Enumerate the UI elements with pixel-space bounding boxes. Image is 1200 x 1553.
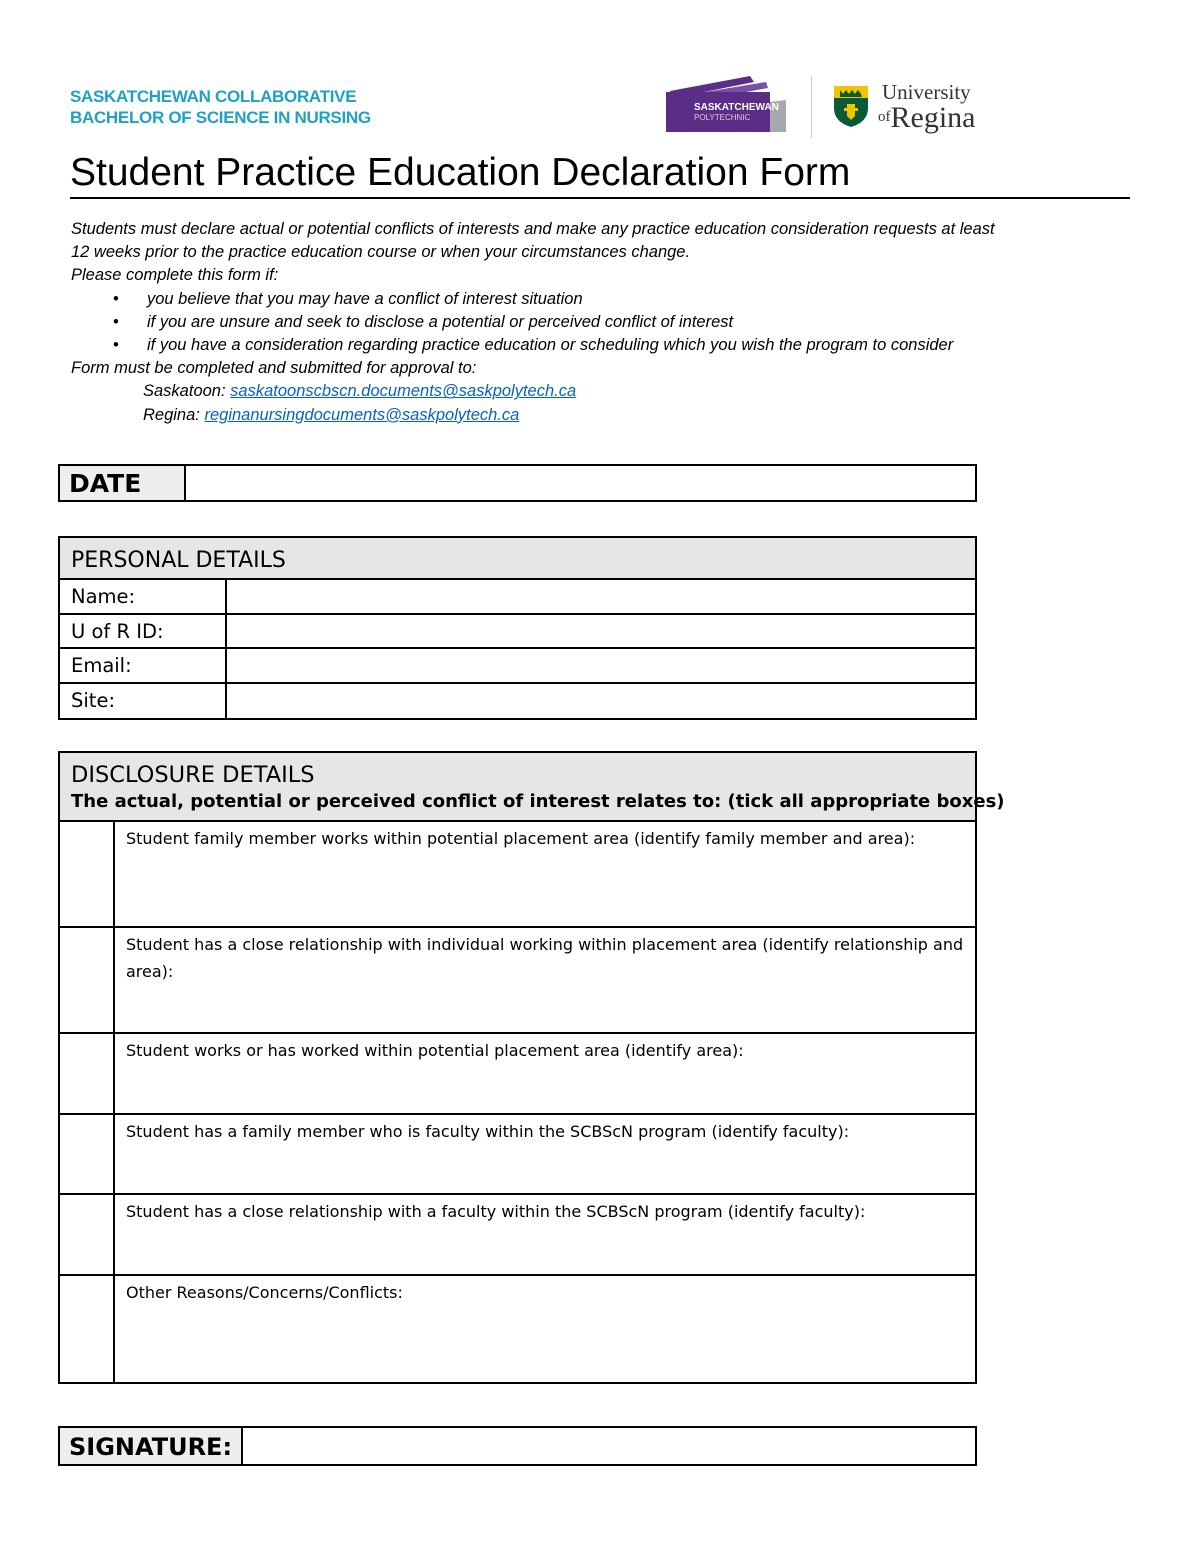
site-field[interactable] [227, 684, 975, 719]
bullet-icon: • [113, 336, 119, 355]
list-item [71, 334, 1131, 357]
bullet-text: you believe that you may have a conflict of interest situation [147, 289, 583, 308]
disclosure-checkbox[interactable] [60, 822, 115, 926]
date-field[interactable] [186, 466, 975, 500]
table-row [60, 580, 975, 615]
uofr-id-field[interactable] [227, 615, 975, 648]
list-item [71, 311, 1131, 334]
disclosure-row [60, 1195, 975, 1276]
contact-label: Saskatoon: [143, 382, 226, 401]
disclosure-details-instruction: The actual, potential or perceived conflict of interest relates to: (tick all appropriate boxes) [71, 791, 1005, 812]
bullet-icon: • [113, 312, 119, 331]
disclosure-item-family-faculty[interactable]: Student has a family member who is faculty within the SCBScN program (identify faculty): [126, 1121, 850, 1141]
university-of-regina-crest-icon [832, 84, 870, 128]
regina-email-link[interactable]: reginanursingdocuments@saskpolytech.ca [204, 405, 520, 424]
bullet-text: if you have a consideration regarding practice education or scheduling which you wish the program to consider [147, 336, 954, 355]
table-row [60, 615, 975, 650]
university-of-regina-wordmark [878, 82, 975, 133]
instructions [71, 218, 1131, 427]
disclosure-row [60, 1115, 975, 1196]
disclosure-details-section [58, 751, 1005, 1384]
disclosure-row [60, 822, 975, 928]
partner-logos [664, 74, 994, 140]
contact-regina [71, 404, 1131, 427]
disclosure-checkbox[interactable] [60, 928, 115, 1032]
page-title: Student Practice Education Declaration Form [70, 151, 851, 194]
uregina-regina-word: Regina [890, 101, 976, 134]
uofr-id-label: U of R ID: [60, 615, 227, 648]
disclosure-item-worked-in-placement[interactable]: Student works or has worked within potential placement area (identify area): [126, 1041, 744, 1060]
contact-label: Regina: [143, 405, 200, 424]
disclosure-item-close-relationship-placement[interactable]: Student has a close relationship with individual working within placement area (identify relationship and area): [126, 935, 964, 981]
disclosure-item-close-relationship-faculty[interactable]: Student has a close relationship with a faculty within the SCBScN program (identify faculty): [126, 1202, 866, 1221]
saskatchewan-polytechnic-logo [664, 74, 794, 138]
program-name-line1: SASKATCHEWAN COLLABORATIVE [70, 87, 357, 106]
disclosure-item-family-in-placement[interactable]: Student family member works within potential placement area (identify family member and area): [126, 829, 916, 848]
list-item [71, 288, 1131, 311]
disclosure-checkbox[interactable] [60, 1034, 115, 1113]
polytech-name-line1: SASKATCHEWAN [694, 102, 779, 113]
disclosure-checkbox[interactable] [60, 1195, 115, 1274]
saskatoon-email-link[interactable]: saskatoonscbscn.documents@saskpolytech.ca [230, 382, 577, 401]
signature-section [58, 1426, 977, 1466]
uregina-university-word: University [882, 80, 971, 104]
bullet-icon: • [113, 289, 119, 308]
program-name-line2: BACHELOR OF SCIENCE IN NURSING [70, 108, 371, 127]
title-divider [70, 197, 1130, 199]
table-row [60, 684, 975, 719]
personal-details-section [58, 536, 977, 720]
personal-details-heading: PERSONAL DETAILS [60, 538, 975, 580]
name-label: Name: [60, 580, 227, 613]
instructions-line-3: Please complete this form if: [71, 266, 279, 285]
signature-field[interactable] [243, 1428, 975, 1464]
polytech-name-line2: POLYTECHNIC [694, 113, 751, 122]
disclosure-checkbox[interactable] [60, 1115, 115, 1194]
date-section [58, 464, 977, 502]
table-row [60, 649, 975, 684]
disclosure-details-heading: DISCLOSURE DETAILS [71, 762, 315, 788]
disclosure-row [60, 1034, 975, 1115]
name-field[interactable] [227, 580, 975, 613]
date-label: DATE [60, 466, 186, 500]
email-field[interactable] [227, 649, 975, 682]
bullet-text: if you are unsure and seek to disclose a potential or perceived conflict of interest [147, 312, 734, 331]
email-label: Email: [60, 649, 227, 682]
site-label: Site: [60, 684, 227, 719]
submit-instruction: Form must be completed and submitted for approval to: [71, 359, 477, 378]
uregina-of-word: of [878, 109, 891, 125]
logo-divider [811, 76, 812, 138]
disclosure-item-other[interactable]: Other Reasons/Concerns/Conflicts: [126, 1282, 403, 1302]
contact-saskatoon [71, 380, 1131, 403]
instructions-line-2: 12 weeks prior to the practice education course or when your circumstances change. [71, 243, 691, 262]
disclosure-checkbox[interactable] [60, 1276, 115, 1382]
instructions-bullet-list [71, 288, 1131, 358]
disclosure-row [60, 1276, 975, 1382]
instructions-line-1: Students must declare actual or potential conflicts of interests and make any practice education consideration requests at least [71, 220, 995, 238]
program-name [70, 86, 371, 128]
disclosure-row [60, 928, 975, 1034]
disclosure-details-header [60, 753, 1005, 822]
signature-label: SIGNATURE: [60, 1428, 243, 1464]
